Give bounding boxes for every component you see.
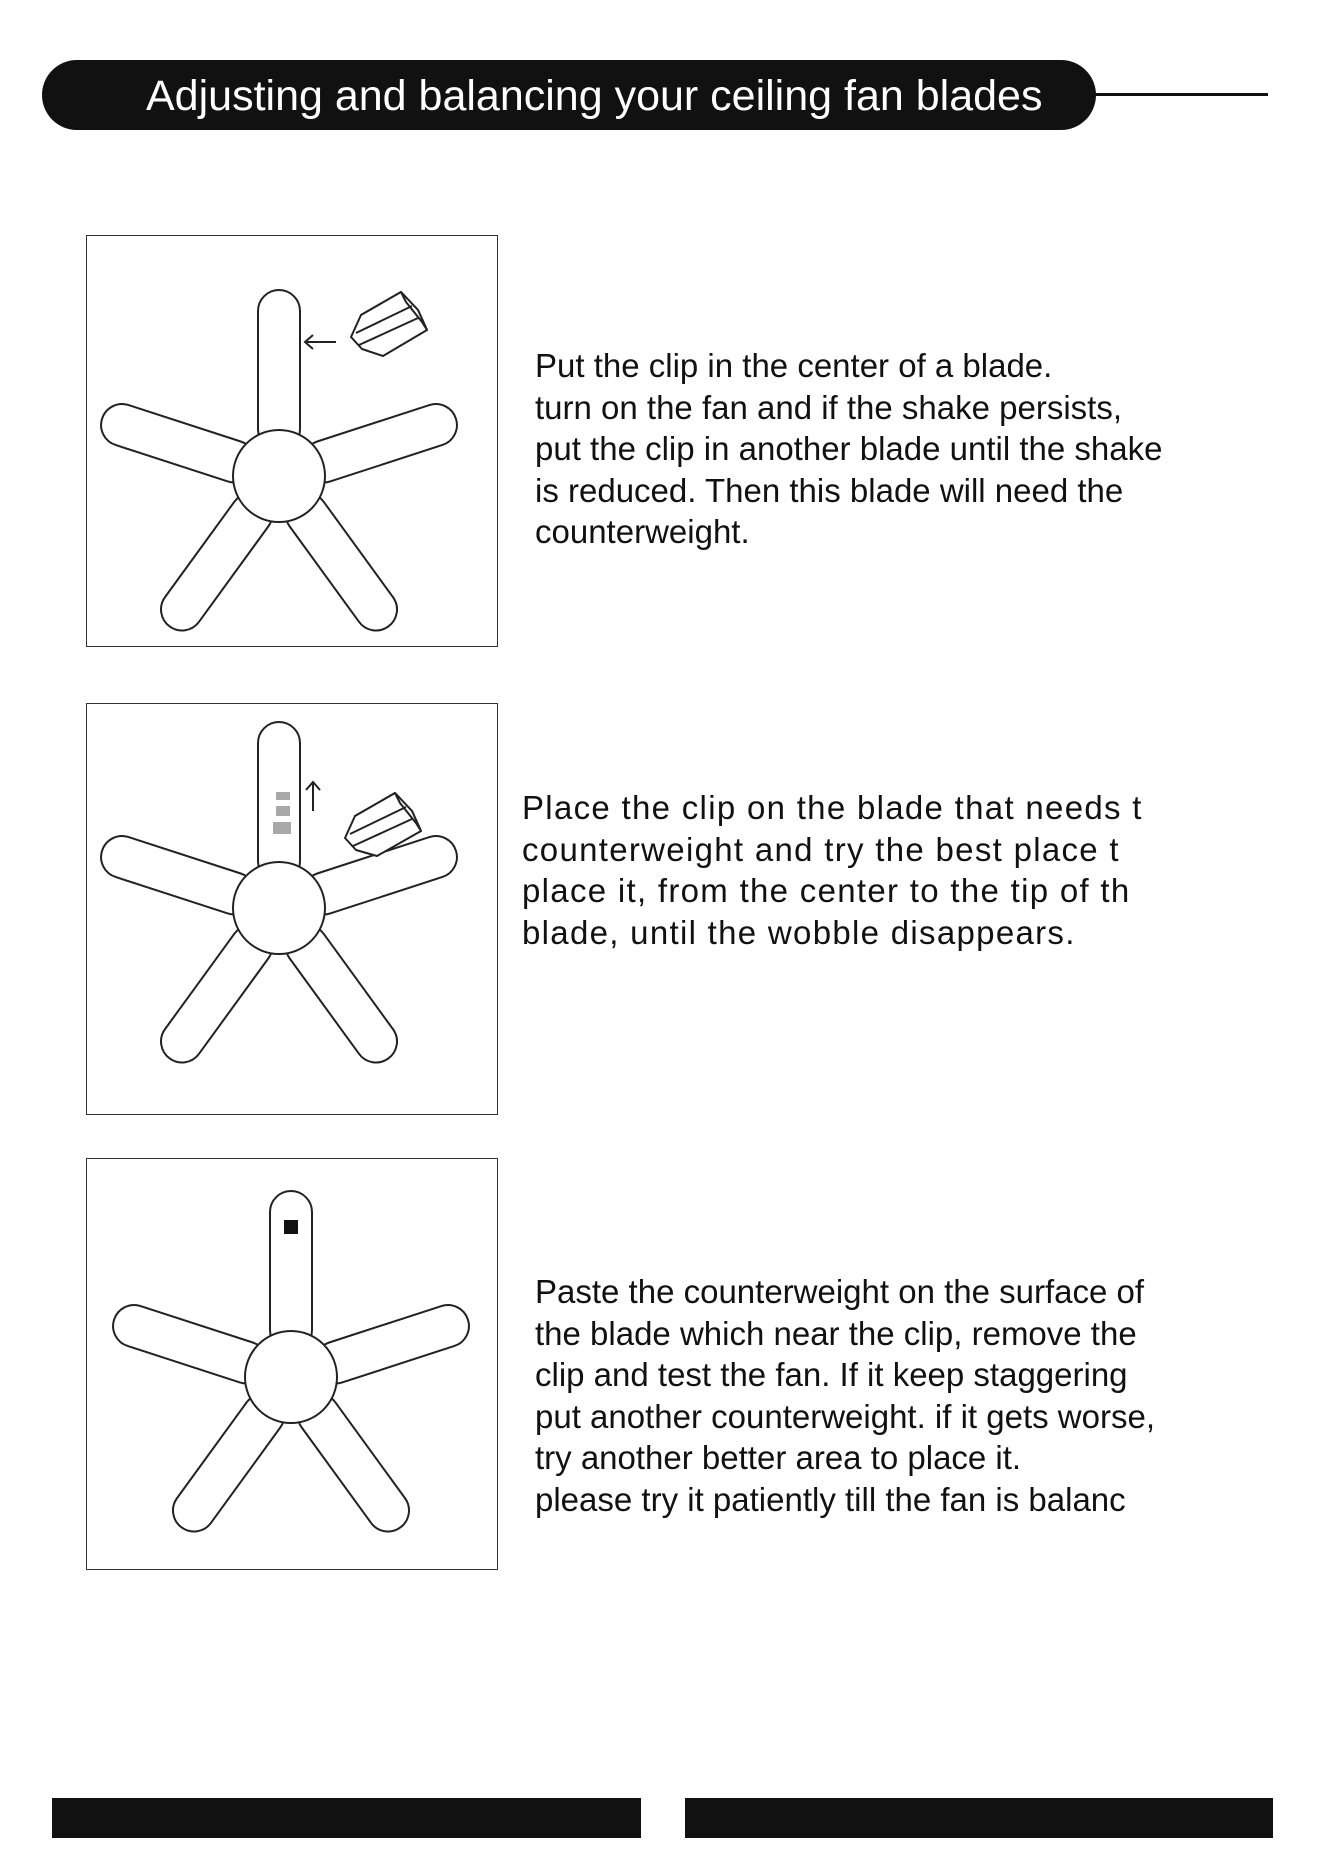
step-1-text (535, 345, 1162, 553)
step-2-line: place it, from the center to the tip of th (522, 872, 1131, 909)
fan-icon (87, 704, 496, 1113)
step-3-line: put another counterweight. if it gets worse, (535, 1397, 1156, 1435)
step-3-line: Paste the counterweight on the surface of (535, 1273, 1145, 1310)
clip-icon (351, 292, 427, 356)
step-2-line: Place the clip on the blade that needs t (522, 789, 1143, 826)
step-1-line: put the clip in another blade until the shake (535, 430, 1163, 467)
step-2-text (522, 787, 1143, 953)
step-1-figure (86, 235, 498, 647)
step-3-line: the blade which near the clip, remove the (535, 1314, 1137, 1352)
footer-bar-left (52, 1798, 641, 1838)
step-3-text (535, 1271, 1155, 1520)
arrow-up-icon (306, 782, 320, 811)
step-1-line: counterweight. (535, 513, 750, 550)
fan-icon (87, 1159, 496, 1568)
step-2-figure (86, 703, 498, 1115)
footer-bar-right (685, 1798, 1273, 1838)
header-rule (1090, 93, 1268, 96)
step-1-line: turn on the fan and if the shake persists, (535, 388, 1123, 426)
counterweight-icon (284, 1220, 298, 1234)
fan-icon (87, 236, 496, 645)
step-1-line: Put the clip in the center of a blade. (535, 347, 1053, 384)
arrow-left-icon (305, 335, 336, 349)
step-3-line: try another better area to place it. (535, 1439, 1022, 1476)
step-3-figure (86, 1158, 498, 1570)
step-1-line: is reduced. Then this blade will need the (535, 471, 1124, 509)
page-title: Adjusting and balancing your ceiling fan blades (146, 72, 1043, 120)
step-2-line: blade, until the wobble disappears. (522, 913, 1076, 951)
step-2-line: counterweight and try the best place t (522, 830, 1120, 868)
step-3-line: please try it patiently till the fan is balanc (535, 1480, 1126, 1518)
step-3-line: clip and test the fan. If it keep staggering (535, 1356, 1128, 1393)
